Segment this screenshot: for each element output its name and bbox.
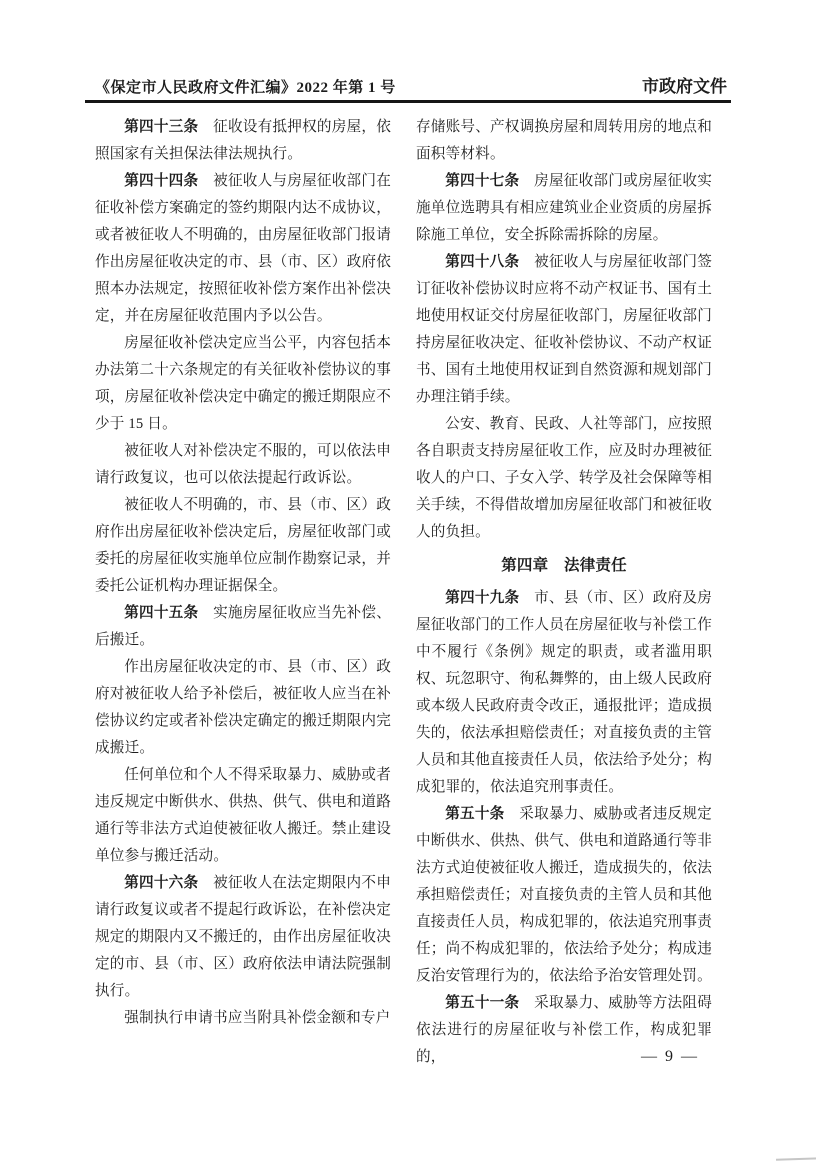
right-column: [416, 114, 712, 1071]
header-right-title: 市政府文件: [642, 77, 727, 96]
paragraph: 第四十九条 市、县（市、区）政府及房屋征收部门的工作人员在房屋征收与补偿工作中不履行《条例》规定的职责，或者滥用职权、玩忽职守、徇私舞弊的，由上级人民政府或本级人民政府责令改正，通报批评；造成损失的，依法承担赔偿责任；对直接负责的主管人员和其他直接责任人员，依法给予处分；构成犯罪的，依法追究刑事责任。: [416, 590, 712, 795]
paragraph: 存储账号、产权调换房屋和周转用房的地点和面积等材料。: [416, 119, 712, 162]
paragraph: 第四十八条 被征收人与房屋征收部门签订征收补偿协议时应将不动产权证书、国有土地使用权证交付房屋征收部门，房屋征收部门持房屋征收决定、征收补偿协议、不动产权证书、国有土地使用权证到自然资源和规划部门办理注销手续。: [416, 254, 712, 405]
paragraph: 强制执行申请书应当附具补偿金额和专户: [124, 1010, 391, 1026]
page-header: [95, 72, 727, 97]
article-number: 第四十八条: [445, 254, 520, 270]
header-rule: [85, 100, 731, 103]
paragraph: 第四十七条 房屋征收部门或房屋征收实施单位选聘具有相应建筑业企业资质的房屋拆除施工单位，安全拆除需拆除的房屋。: [416, 173, 712, 243]
paragraph: 第五十条 采取暴力、威胁或者违反规定中断供水、供热、供气、供电和道路通行等非法方式迫使被征收人搬迁，造成损失的，依法承担赔偿责任；对直接负责的主管人员和其他直接责任人员，构成犯罪的，依法追究刑事责任；尚不构成犯罪的，依法给予处分；构成违反治安管理行为的，依法给予治安管理处罚。: [416, 806, 712, 984]
paragraph: 被征收人不明确的，市、县（市、区）政府作出房屋征收补偿决定后，房屋征收部门或委托的房屋征收实施单位应制作勘察记录，并委托公证机构办理证据保全。: [95, 497, 391, 594]
article-number: 第五十一条: [445, 995, 520, 1011]
paragraph: 公安、教育、民政、人社等部门，应按照各自职责支持房屋征收工作，应及时办理被征收人的户口、子女入学、转学及社会保障等相关手续，不得借故增加房屋征收部门和被征收人的负担。: [416, 416, 712, 540]
article-number: 第四十九条: [445, 590, 520, 606]
article-number: 第五十条: [445, 806, 505, 822]
paragraph: 第四十三条 征收设有抵押权的房屋，依照国家有关担保法律法规执行。: [95, 119, 391, 162]
paragraph: 第四十五条 实施房屋征收应当先补偿、后搬迁。: [95, 605, 391, 648]
scan-artifact-bottom-right: [776, 1157, 816, 1161]
paragraph: 第四十六条 被征收人在法定期限内不申请行政复议或者不提起行政诉讼，在补偿决定规定的期限内又不搬迁的，由作出房屋征收决定的市、县（市、区）政府依法申请法院强制执行。: [95, 875, 391, 999]
paragraph: 第五十一条 采取暴力、威胁等方法阻碍依法进行的房屋征收与补偿工作，构成犯罪的，: [416, 995, 712, 1065]
article-number: 第四十七条: [445, 173, 520, 189]
paragraph: 任何单位和个人不得采取暴力、威胁或者违反规定中断供水、供热、供气、供电和道路通行等非法方式迫使被征收人搬迁。禁止建设单位参与搬迁活动。: [95, 767, 391, 864]
paragraph: 第四十四条 被征收人与房屋征收部门在征收补偿方案确定的签约期限内达不成协议，或者被征收人不明确的，由房屋征收部门报请作出房屋征收决定的市、县（市、区）政府依照本办法规定，按照征收补偿方案作出补偿决定，并在房屋征收范围内予以公告。: [95, 173, 391, 324]
page-number: — 9 —: [641, 1048, 699, 1065]
article-number: 第四十三条: [124, 119, 199, 135]
article-number: 第四十六条: [124, 875, 199, 891]
article-number: 第四十四条: [124, 173, 199, 189]
text-columns: [95, 114, 712, 1071]
article-number: 第四十五条: [124, 605, 199, 621]
paragraph: 作出房屋征收决定的市、县（市、区）政府对被征收人给予补偿后，被征收人应当在补偿协议约定或者补偿决定确定的搬迁期限内完成搬迁。: [95, 659, 391, 756]
paragraph: 被征收人对补偿决定不服的，可以依法申请行政复议，也可以依法提起行政诉讼。: [95, 443, 391, 486]
chapter-heading: 第四章 法律责任: [501, 557, 627, 574]
paragraph: 房屋征收补偿决定应当公平，内容包括本办法第二十六条规定的有关征收补偿协议的事项，房屋征收补偿决定中确定的搬迁期限应不少于 15 日。: [95, 335, 391, 432]
header-left-title: 《保定市人民政府文件汇编》2022 年第 1 号: [95, 80, 396, 96]
left-column: [95, 114, 391, 1071]
